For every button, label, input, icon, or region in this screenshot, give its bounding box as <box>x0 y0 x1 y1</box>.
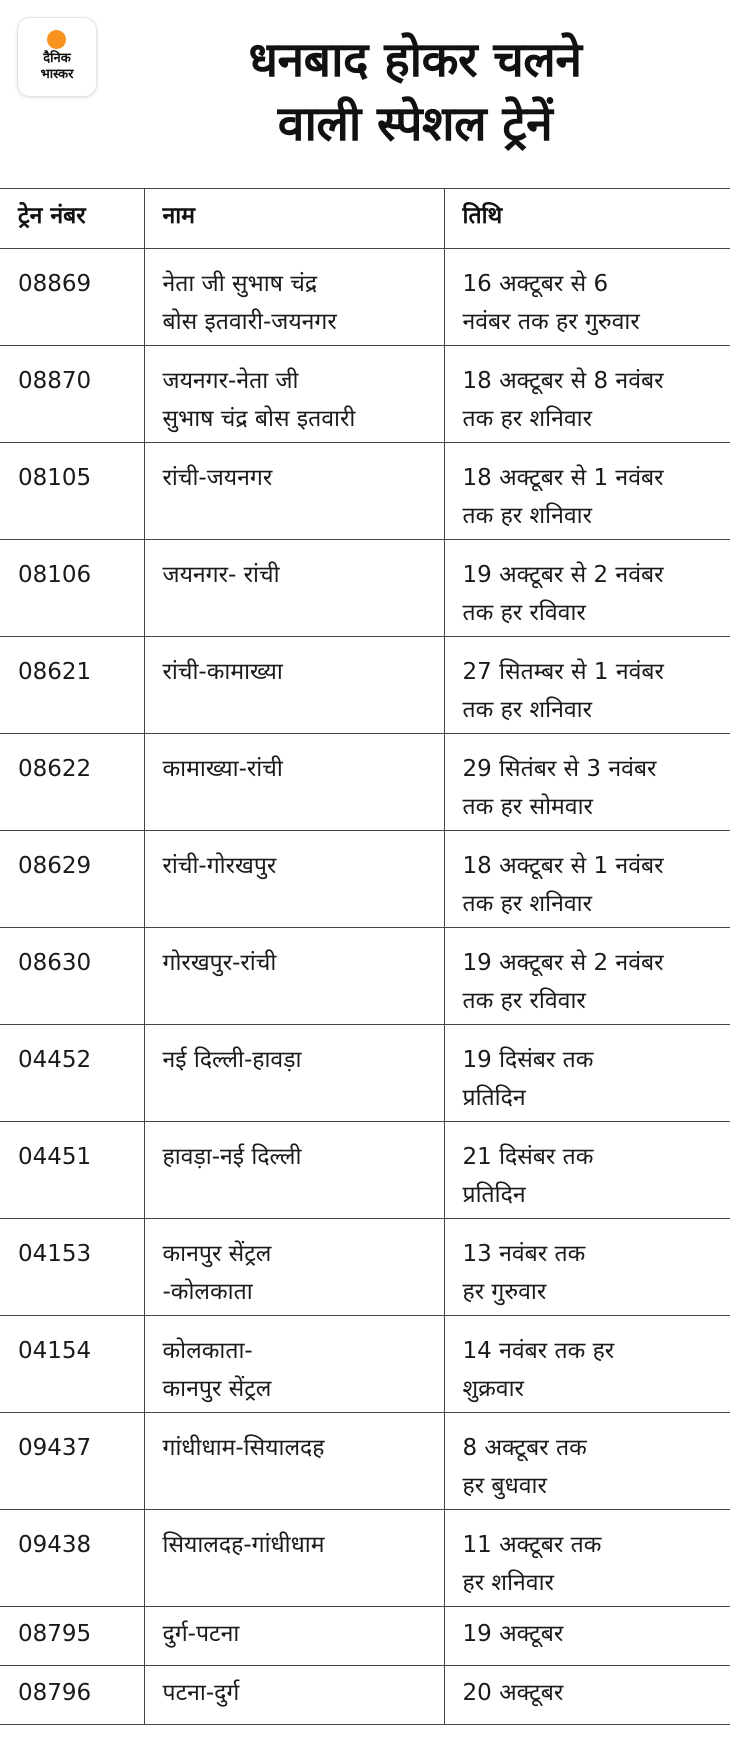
table-row <box>0 249 730 346</box>
train-name-line: कोलकाता- <box>162 1338 253 1364</box>
train-name-line: पटना-दुर्ग <box>162 1680 240 1706</box>
train-number-cell: 08630 <box>0 928 144 1025</box>
table-row <box>0 1510 730 1607</box>
train-number-cell: 08869 <box>0 249 144 346</box>
train-number-cell: 09438 <box>0 1510 144 1607</box>
table-row <box>0 831 730 928</box>
train-date-line: हर शनिवार <box>462 1570 554 1596</box>
train-date-cell <box>444 1025 730 1122</box>
train-date-cell <box>444 831 730 928</box>
dainik-bhaskar-logo <box>18 18 96 96</box>
train-name-line: रांची-गोरखपुर <box>162 853 277 879</box>
train-date-line: तक हर शनिवार <box>462 697 593 723</box>
train-date-line: 18 अक्टूबर से 1 नवंबर <box>462 853 664 879</box>
train-name-line: जयनगर-नेता जी <box>162 368 299 394</box>
train-date-line: 21 दिसंबर तक <box>462 1144 594 1170</box>
train-date-line: प्रतिदिन <box>462 1182 526 1208</box>
train-name-line: -कोलकाता <box>162 1279 253 1305</box>
train-date-line: 20 अक्टूबर <box>462 1680 564 1706</box>
table-row <box>0 1122 730 1219</box>
train-number-cell: 08622 <box>0 734 144 831</box>
train-name-cell <box>144 1316 444 1413</box>
table-header-row <box>0 189 730 249</box>
train-date-line: 13 नवंबर तक <box>462 1241 586 1267</box>
table-row <box>0 540 730 637</box>
train-number-cell: 08796 <box>0 1666 144 1725</box>
table-row <box>0 1219 730 1316</box>
train-date-line: 11 अक्टूबर तक <box>462 1532 602 1558</box>
train-name-cell <box>144 1607 444 1666</box>
column-header-train-number: ट्रेन नंबर <box>0 189 144 249</box>
train-date-cell <box>444 346 730 443</box>
train-name-cell <box>144 1666 444 1725</box>
train-date-line: 8 अक्टूबर तक <box>462 1435 587 1461</box>
train-name-cell <box>144 1122 444 1219</box>
train-name-cell <box>144 443 444 540</box>
train-number-cell: 08106 <box>0 540 144 637</box>
train-name-line: गोरखपुर-रांची <box>162 950 277 976</box>
train-date-cell <box>444 540 730 637</box>
table-row <box>0 1666 730 1725</box>
train-number-cell: 08870 <box>0 346 144 443</box>
train-date-line: 27 सितम्बर से 1 नवंबर <box>462 659 664 685</box>
train-number-cell: 04153 <box>0 1219 144 1316</box>
train-date-line: प्रतिदिन <box>462 1085 526 1111</box>
train-name-line: कानपुर सेंट्रल <box>162 1376 272 1402</box>
train-date-line: 19 दिसंबर तक <box>462 1047 594 1073</box>
train-name-cell <box>144 346 444 443</box>
table-row <box>0 928 730 1025</box>
logo-text-line1: दैनिक <box>43 51 71 66</box>
train-date-line: 14 नवंबर तक हर <box>462 1338 615 1364</box>
train-date-cell <box>444 734 730 831</box>
train-date-cell <box>444 928 730 1025</box>
train-name-line: कानपुर सेंट्रल <box>162 1241 272 1267</box>
train-date-line: तक हर शनिवार <box>462 406 593 432</box>
train-name-cell <box>144 540 444 637</box>
train-name-line: जयनगर- रांची <box>162 562 280 588</box>
train-date-cell <box>444 1666 730 1725</box>
header <box>0 0 730 188</box>
train-date-cell <box>444 637 730 734</box>
train-date-line: तक हर शनिवार <box>462 503 593 529</box>
train-number-cell: 04452 <box>0 1025 144 1122</box>
train-name-line: बोस इतवारी-जयनगर <box>162 309 337 335</box>
train-name-cell <box>144 928 444 1025</box>
train-number-cell: 04154 <box>0 1316 144 1413</box>
train-date-line: हर बुधवार <box>462 1473 547 1499</box>
train-name-line: सुभाष चंद्र बोस इतवारी <box>162 406 356 432</box>
train-date-line: तक हर रविवार <box>462 600 586 626</box>
table-row <box>0 1025 730 1122</box>
train-name-line: दुर्ग-पटना <box>162 1621 240 1647</box>
train-name-line: रांची-कामाख्या <box>162 659 283 685</box>
train-date-cell <box>444 1122 730 1219</box>
table-row <box>0 443 730 540</box>
title-line1: धनबाद होकर चलने <box>248 32 582 88</box>
column-header-name: नाम <box>144 189 444 249</box>
train-date-cell <box>444 1219 730 1316</box>
train-date-cell <box>444 1510 730 1607</box>
train-date-line: तक हर रविवार <box>462 988 586 1014</box>
train-name-cell <box>144 637 444 734</box>
train-date-line: 18 अक्टूबर से 1 नवंबर <box>462 465 664 491</box>
train-date-line: 19 अक्टूबर <box>462 1621 564 1647</box>
train-number-cell: 08795 <box>0 1607 144 1666</box>
title-line2: वाली स्पेशल ट्रेनें <box>277 96 553 152</box>
trains-table-wrapper <box>0 188 730 1725</box>
train-name-cell <box>144 831 444 928</box>
table-body <box>0 249 730 1725</box>
train-number-cell: 08105 <box>0 443 144 540</box>
train-date-cell <box>444 1413 730 1510</box>
train-date-line: 29 सितंबर से 3 नवंबर <box>462 756 657 782</box>
train-name-line: रांची-जयनगर <box>162 465 273 491</box>
train-date-cell <box>444 1607 730 1666</box>
train-name-cell <box>144 1413 444 1510</box>
train-date-cell <box>444 443 730 540</box>
train-name-cell <box>144 249 444 346</box>
train-name-line: नई दिल्ली-हावड़ा <box>162 1047 302 1073</box>
train-date-line: 19 अक्टूबर से 2 नवंबर <box>462 950 664 976</box>
train-date-line: 18 अक्टूबर से 8 नवंबर <box>462 368 664 394</box>
train-date-line: तक हर शनिवार <box>462 891 593 917</box>
train-date-cell <box>444 249 730 346</box>
page-title <box>120 28 710 156</box>
train-date-line: नवंबर तक हर गुरुवार <box>462 309 640 335</box>
train-date-line: 19 अक्टूबर से 2 नवंबर <box>462 562 664 588</box>
train-date-line: हर गुरुवार <box>462 1279 547 1305</box>
train-name-line: हावड़ा-नई दिल्ली <box>162 1144 302 1170</box>
train-date-cell <box>444 1316 730 1413</box>
column-header-date: तिथि <box>444 189 730 249</box>
logo-text-line2: भास्कर <box>40 67 74 82</box>
train-name-line: कामाख्या-रांची <box>162 756 283 782</box>
train-name-line: सियालदह-गांधीधाम <box>162 1532 325 1558</box>
train-number-cell: 08621 <box>0 637 144 734</box>
train-name-cell <box>144 1510 444 1607</box>
train-date-line: 16 अक्टूबर से 6 <box>462 271 609 297</box>
train-name-cell <box>144 734 444 831</box>
train-number-cell: 08629 <box>0 831 144 928</box>
train-name-line: नेता जी सुभाष चंद्र <box>162 271 318 297</box>
table-row <box>0 734 730 831</box>
table-row <box>0 1316 730 1413</box>
train-number-cell: 04451 <box>0 1122 144 1219</box>
train-name-cell <box>144 1219 444 1316</box>
sun-icon <box>47 30 66 49</box>
table-row <box>0 637 730 734</box>
train-name-line: गांधीधाम-सियालदह <box>162 1435 325 1461</box>
train-number-cell: 09437 <box>0 1413 144 1510</box>
train-date-line: शुक्रवार <box>462 1376 524 1402</box>
train-name-cell <box>144 1025 444 1122</box>
table-row <box>0 1413 730 1510</box>
train-date-line: तक हर सोमवार <box>462 794 593 820</box>
special-trains-table <box>0 188 730 1725</box>
table-row <box>0 1607 730 1666</box>
table-row <box>0 346 730 443</box>
